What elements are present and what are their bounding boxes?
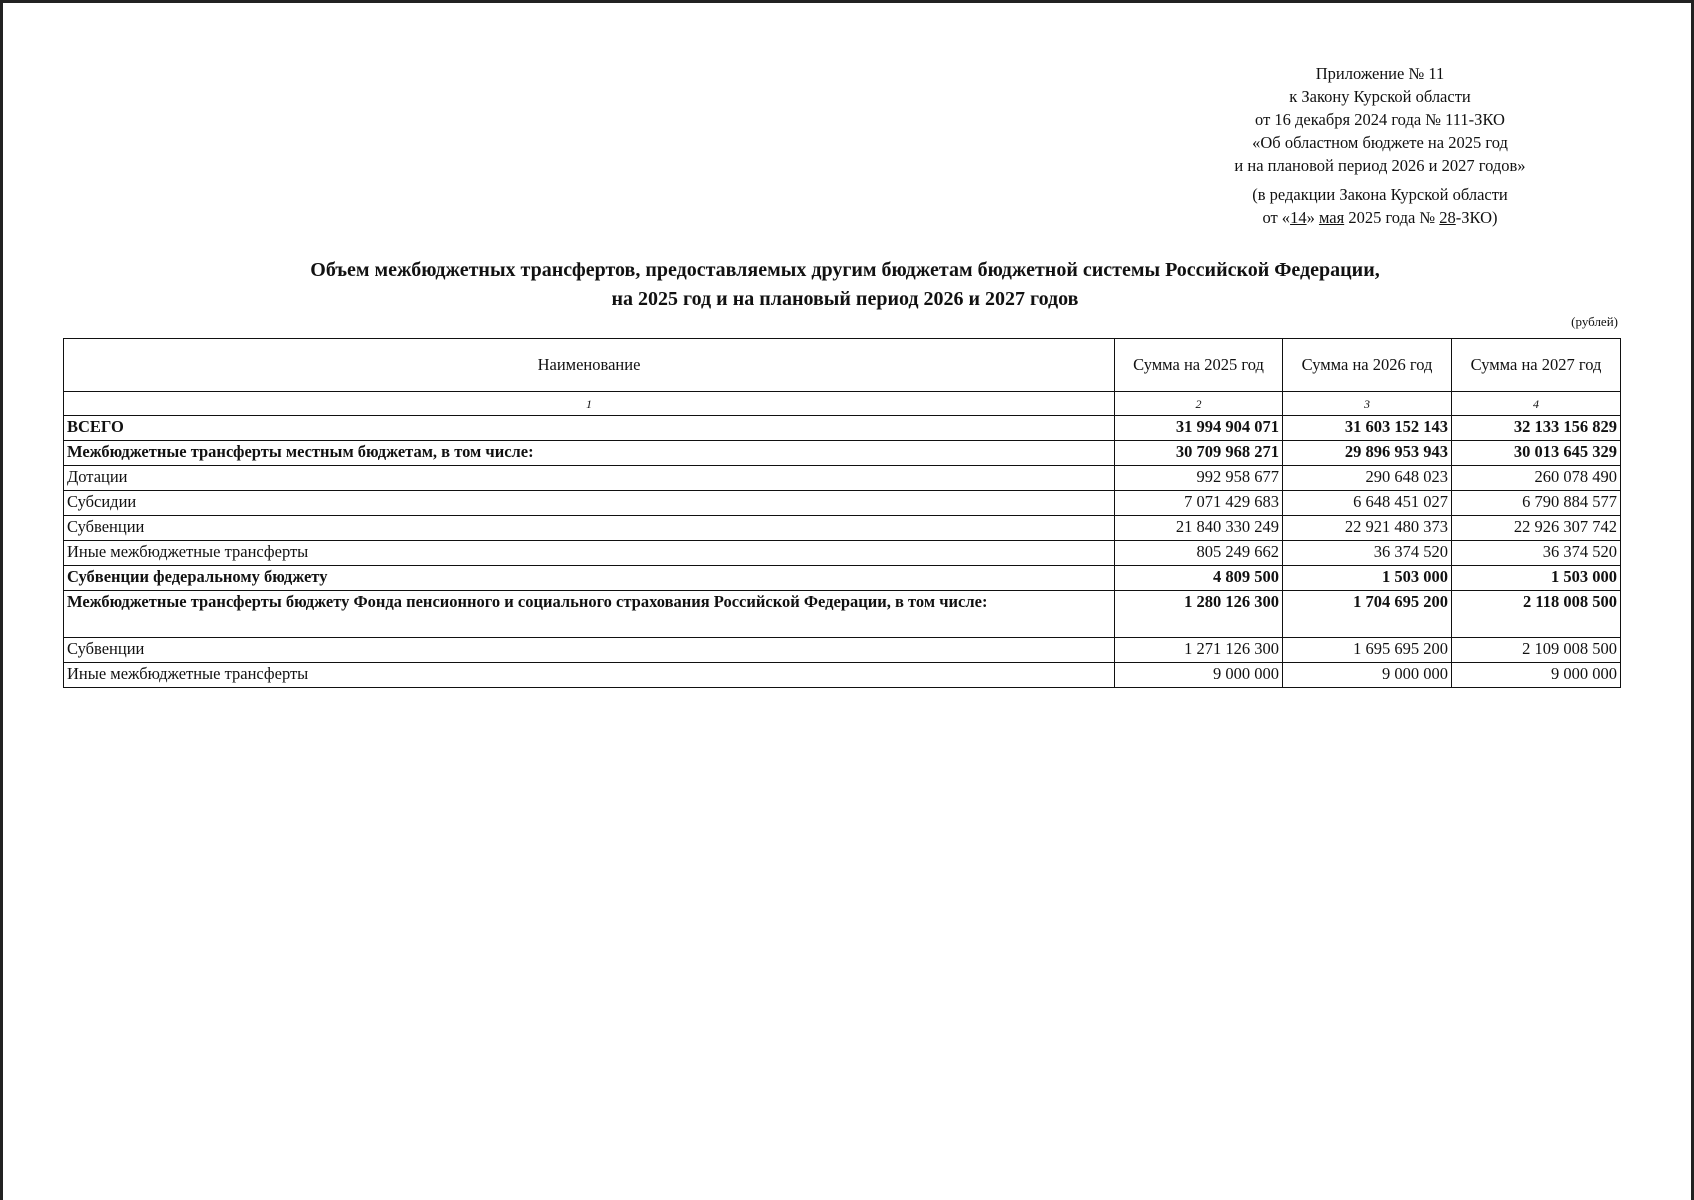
column-number: 1 — [64, 392, 1115, 416]
row-value-2027: 6 790 884 577 — [1452, 491, 1621, 516]
table-row-local-budgets — [64, 441, 1621, 466]
row-value-2025: 1 271 126 300 — [1115, 638, 1283, 663]
row-name: Иные межбюджетные трансферты — [64, 541, 1115, 566]
transfers-table — [63, 338, 1621, 688]
header-name: Наименование — [64, 339, 1115, 392]
amendment-number: 28 — [1439, 208, 1456, 227]
row-value-2026: 1 503 000 — [1283, 566, 1452, 591]
document-title — [150, 256, 1540, 314]
document-title-line-1: Объем межбюджетных трансфертов, предоставляемых другим бюджетам бюджетной системы Российской Федерации, — [310, 259, 1380, 281]
units-label: (рублей) — [1571, 314, 1618, 329]
row-name: Субвенции федеральному бюджету — [64, 566, 1115, 591]
row-value-2026: 22 921 480 373 — [1283, 516, 1452, 541]
header-2026: Сумма на 2026 год — [1283, 339, 1452, 392]
amendment-suffix: -ЗКО) — [1455, 208, 1498, 227]
appendix-law-title-2: и на плановой период 2026 и 2027 годов» — [1234, 156, 1526, 175]
row-value-2025: 31 994 904 071 — [1115, 416, 1283, 441]
header-2025: Сумма на 2025 год — [1115, 339, 1283, 392]
appendix-law-date: от 16 декабря 2024 года № 111-ЗКО — [1255, 110, 1505, 129]
row-value-2026: 9 000 000 — [1283, 663, 1452, 688]
appendix-number: Приложение № 11 — [1315, 64, 1445, 83]
column-number: 2 — [1115, 392, 1283, 416]
row-value-2026: 31 603 152 143 — [1283, 416, 1452, 441]
row-value-2027: 36 374 520 — [1452, 541, 1621, 566]
scan-edge-left — [0, 0, 3, 1200]
row-value-2027: 22 926 307 742 — [1452, 516, 1621, 541]
row-value-2025: 30 709 968 271 — [1115, 441, 1283, 466]
table-row-total — [64, 416, 1621, 441]
amendment-line-2 — [1140, 206, 1620, 229]
appendix-law-title-1: «Об областном бюджете на 2025 год — [1252, 133, 1508, 152]
column-number: 3 — [1283, 392, 1452, 416]
row-name: Субвенции — [64, 638, 1115, 663]
row-value-2025: 992 958 677 — [1115, 466, 1283, 491]
table-header-row — [64, 339, 1621, 392]
row-name: ВСЕГО — [64, 416, 1115, 441]
table-row-pension-fund — [64, 591, 1621, 638]
row-value-2025: 1 280 126 300 — [1115, 591, 1283, 638]
row-value-2026: 6 648 451 027 — [1283, 491, 1452, 516]
table-row-pension-subventions — [64, 638, 1621, 663]
row-name: Межбюджетные трансферты бюджету Фонда пенсионного и социального страхования Российской Федерации, в том числе: — [64, 591, 1115, 638]
row-name: Иные межбюджетные трансферты — [64, 663, 1115, 688]
scan-edge-top — [0, 0, 1694, 3]
amendment-line-1: (в редакции Закона Курской области — [1252, 185, 1508, 204]
row-value-2026: 1 695 695 200 — [1283, 638, 1452, 663]
row-value-2025: 805 249 662 — [1115, 541, 1283, 566]
row-value-2026: 29 896 953 943 — [1283, 441, 1452, 466]
row-value-2025: 21 840 330 249 — [1115, 516, 1283, 541]
row-value-2025: 7 071 429 683 — [1115, 491, 1283, 516]
appendix-header — [1140, 62, 1620, 229]
column-number: 4 — [1452, 392, 1621, 416]
amendment-year: 2025 года № — [1344, 208, 1440, 227]
table-row-pension-other — [64, 663, 1621, 688]
amendment-day: 14 — [1290, 208, 1307, 227]
row-value-2027: 9 000 000 — [1452, 663, 1621, 688]
row-name: Субвенции — [64, 516, 1115, 541]
column-number-row — [64, 392, 1621, 416]
row-value-2025: 4 809 500 — [1115, 566, 1283, 591]
table-row-other-transfers — [64, 541, 1621, 566]
row-value-2027: 30 013 645 329 — [1452, 441, 1621, 466]
table-row-federal-subventions — [64, 566, 1621, 591]
amendment-prefix: от « — [1262, 208, 1291, 227]
document-title-line-2: на 2025 год и на плановый период 2026 и 2027 годов — [611, 288, 1079, 310]
table-row-subsidies — [64, 491, 1621, 516]
row-value-2027: 1 503 000 — [1452, 566, 1621, 591]
amendment-sep: » — [1306, 208, 1319, 227]
row-name: Межбюджетные трансферты местным бюджетам, в том числе: — [64, 441, 1115, 466]
row-value-2025: 9 000 000 — [1115, 663, 1283, 688]
row-value-2027: 2 109 008 500 — [1452, 638, 1621, 663]
row-value-2027: 2 118 008 500 — [1452, 591, 1621, 638]
header-2027: Сумма на 2027 год — [1452, 339, 1621, 392]
table-row-subventions — [64, 516, 1621, 541]
table-row-grants — [64, 466, 1621, 491]
row-value-2027: 260 078 490 — [1452, 466, 1621, 491]
row-name: Дотации — [64, 466, 1115, 491]
row-value-2027: 32 133 156 829 — [1452, 416, 1621, 441]
row-value-2026: 1 704 695 200 — [1283, 591, 1452, 638]
row-value-2026: 290 648 023 — [1283, 466, 1452, 491]
amendment-month: мая — [1318, 208, 1345, 227]
row-name: Субсидии — [64, 491, 1115, 516]
appendix-law: к Закону Курской области — [1289, 87, 1471, 106]
row-value-2026: 36 374 520 — [1283, 541, 1452, 566]
